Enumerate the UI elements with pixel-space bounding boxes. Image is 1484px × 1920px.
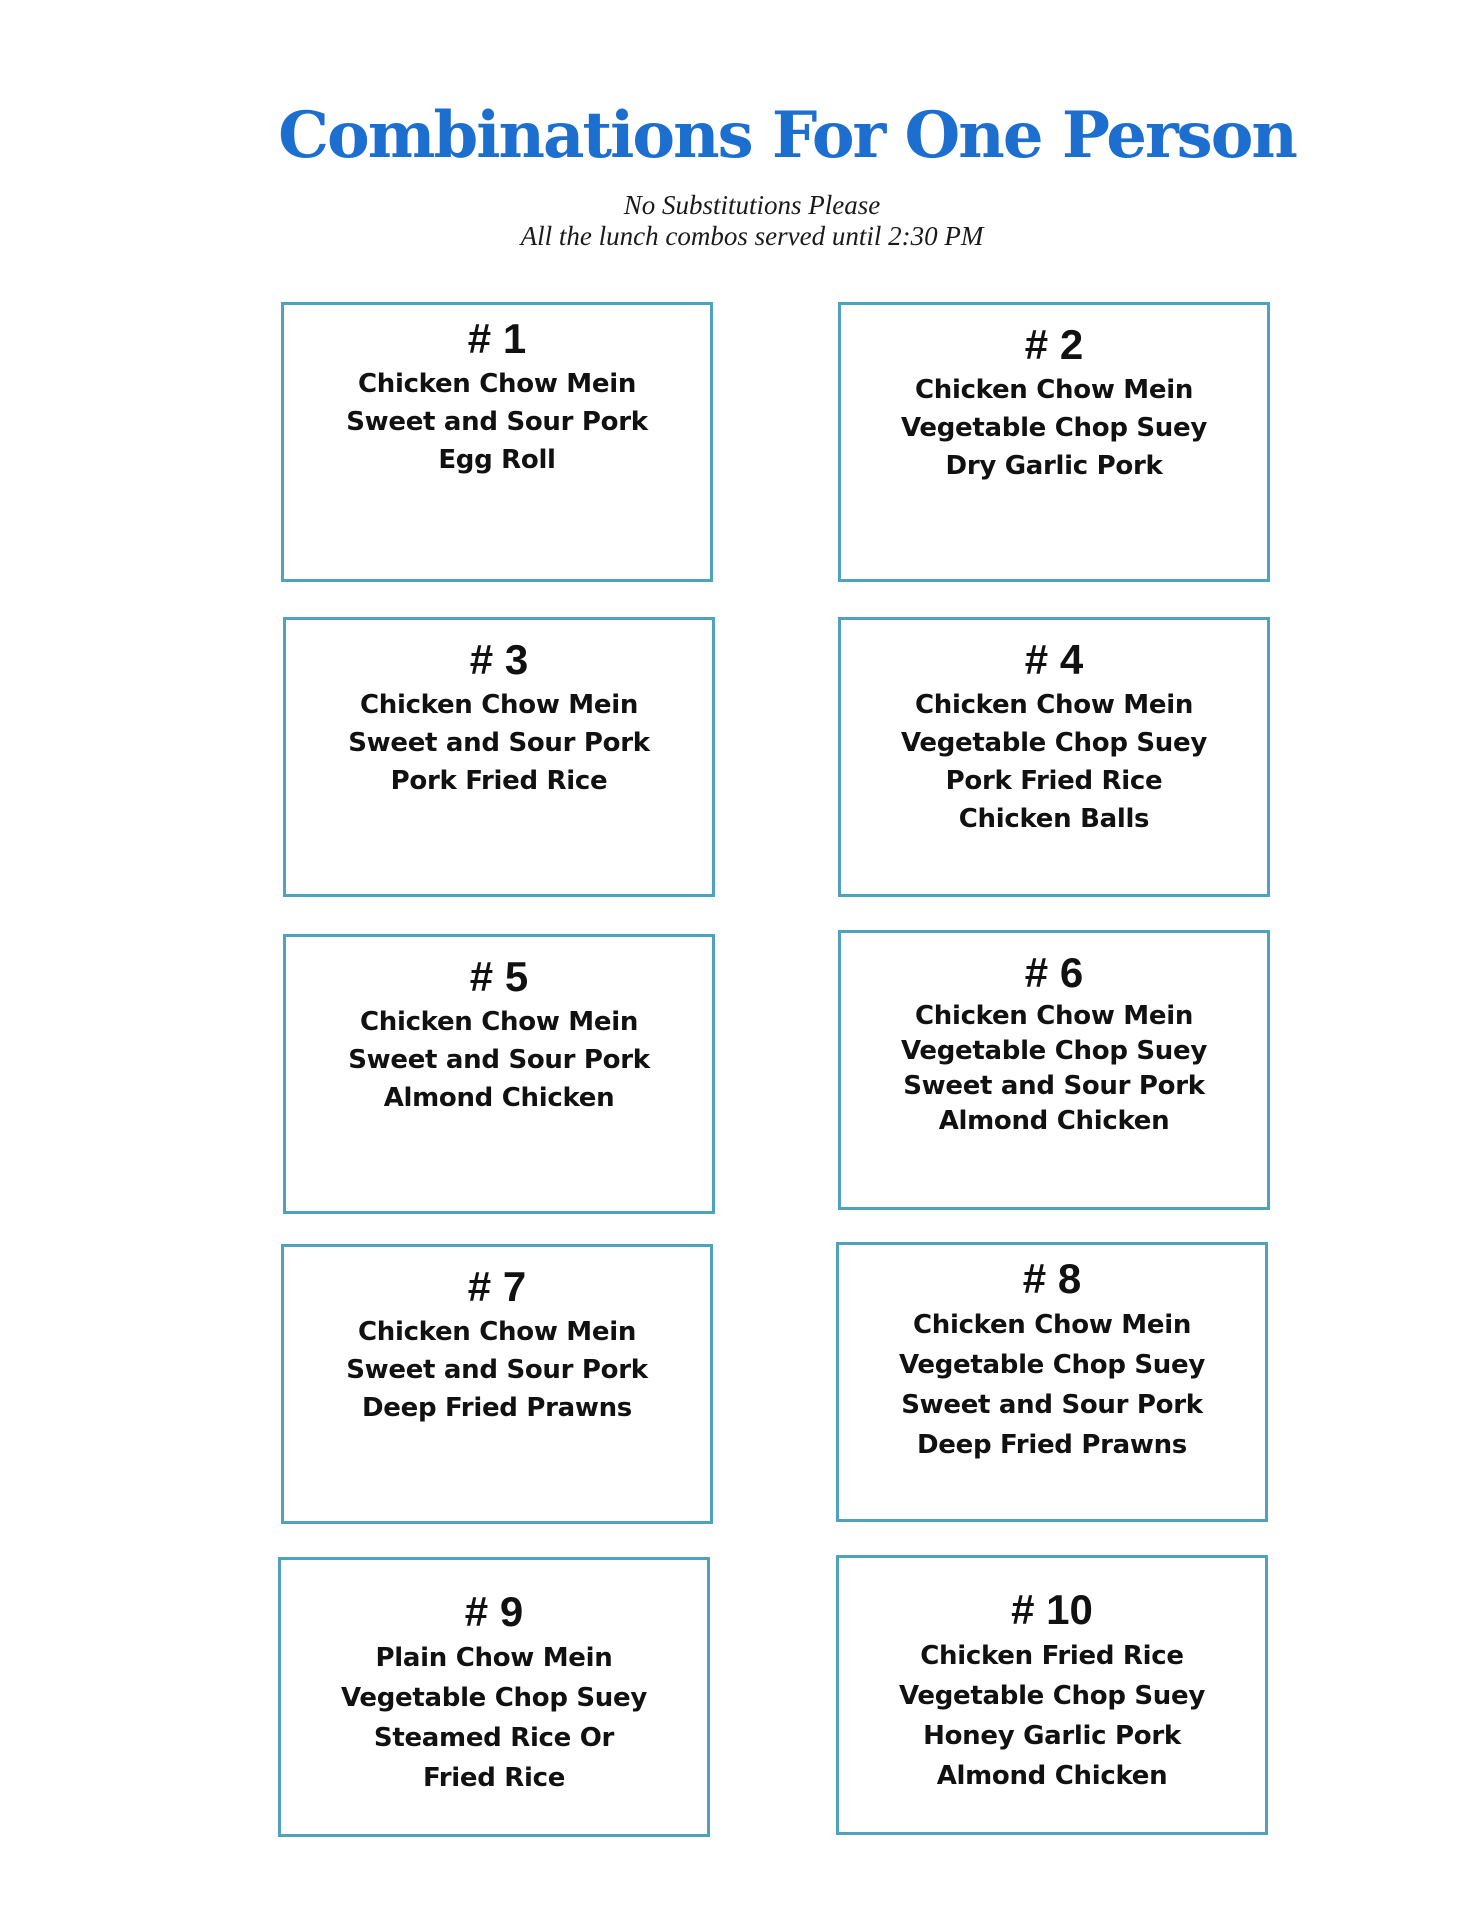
combo-item: Vegetable Chop Suey: [901, 413, 1207, 443]
combo-item: Egg Roll: [438, 445, 556, 475]
combo-item: Fried Rice: [422, 1763, 566, 1793]
combo-item: Sweet and Sour Pork: [348, 728, 650, 758]
combo-item-list: [286, 1003, 712, 1117]
combo-item: Vegetable Chop Suey: [901, 728, 1207, 758]
combo-item: Plain Chow Mein: [375, 1643, 613, 1673]
combo-item: Chicken Balls: [958, 804, 1150, 834]
combo-number: # 10: [1011, 1586, 1093, 1633]
combo-card-7: [281, 1244, 713, 1524]
combo-card-5: [283, 934, 715, 1214]
combo-number: # 6: [1024, 949, 1084, 996]
combo-item: Vegetable Chop Suey: [901, 1036, 1207, 1066]
combo-item: Chicken Chow Mein: [359, 690, 639, 720]
combo-item-list: [839, 1305, 1265, 1465]
combo-item-list: [286, 686, 712, 800]
combo-item: Deep Fried Prawns: [362, 1393, 632, 1423]
combo-item-list: [839, 1636, 1265, 1796]
combo-item-list: [284, 1313, 710, 1427]
combo-number: # 5: [469, 953, 529, 1000]
combo-item: Almond Chicken: [936, 1761, 1168, 1791]
combo-item: Sweet and Sour Pork: [903, 1071, 1205, 1101]
combo-card-3: [283, 617, 715, 897]
combo-item: Chicken Chow Mein: [912, 1310, 1192, 1340]
combo-number: # 2: [1024, 321, 1084, 368]
combo-item: Deep Fried Prawns: [917, 1430, 1187, 1460]
combo-item: Chicken Chow Mein: [357, 1317, 637, 1347]
combo-item: Sweet and Sour Pork: [346, 1355, 648, 1385]
combo-item: Almond Chicken: [938, 1106, 1170, 1136]
combo-item: Steamed Rice Or: [373, 1723, 615, 1753]
combo-item: Sweet and Sour Pork: [346, 407, 648, 437]
combo-item: Honey Garlic Pork: [923, 1721, 1181, 1751]
combo-number: # 8: [1022, 1255, 1082, 1302]
combo-number: # 1: [467, 315, 527, 362]
combo-number: # 3: [469, 636, 529, 683]
combo-item: Vegetable Chop Suey: [341, 1683, 647, 1713]
combo-item: Chicken Fried Rice: [920, 1641, 1184, 1671]
combo-number: # 7: [467, 1263, 527, 1310]
combo-item: Pork Fried Rice: [945, 766, 1163, 796]
combo-item: Almond Chicken: [383, 1083, 615, 1113]
combo-item-list: [841, 686, 1267, 838]
page-title: Combinations For One Person: [278, 98, 1296, 173]
combo-item: Chicken Chow Mein: [359, 1007, 639, 1037]
combo-item: Chicken Chow Mein: [914, 1001, 1194, 1031]
combo-card-1: [281, 302, 713, 582]
combo-card-2: [838, 302, 1270, 582]
combo-item-list: [281, 1638, 707, 1798]
combo-item: Chicken Chow Mein: [914, 375, 1194, 405]
combo-number: # 9: [464, 1588, 524, 1635]
combo-item: Sweet and Sour Pork: [901, 1390, 1203, 1420]
subtitle-lunch-hours: All the lunch combos served until 2:30 PM: [520, 221, 984, 251]
combo-item: Vegetable Chop Suey: [899, 1350, 1205, 1380]
combo-card-9: [278, 1557, 710, 1837]
combo-item: Sweet and Sour Pork: [348, 1045, 650, 1075]
combo-item: Chicken Chow Mein: [357, 369, 637, 399]
combo-item: Dry Garlic Pork: [945, 451, 1163, 481]
combo-item: Chicken Chow Mein: [914, 690, 1194, 720]
combo-card-4: [838, 617, 1270, 897]
combo-card-6: [838, 930, 1270, 1210]
combo-item-list: [841, 371, 1267, 485]
combo-item: Vegetable Chop Suey: [899, 1681, 1205, 1711]
combo-item-list: [284, 365, 710, 479]
combo-item: Pork Fried Rice: [390, 766, 608, 796]
subtitle-no-substitutions: No Substitutions Please: [623, 190, 881, 220]
combo-item-list: [841, 999, 1267, 1139]
combo-card-10: [836, 1555, 1268, 1835]
combo-card-8: [836, 1242, 1268, 1522]
combo-number: # 4: [1024, 636, 1084, 683]
